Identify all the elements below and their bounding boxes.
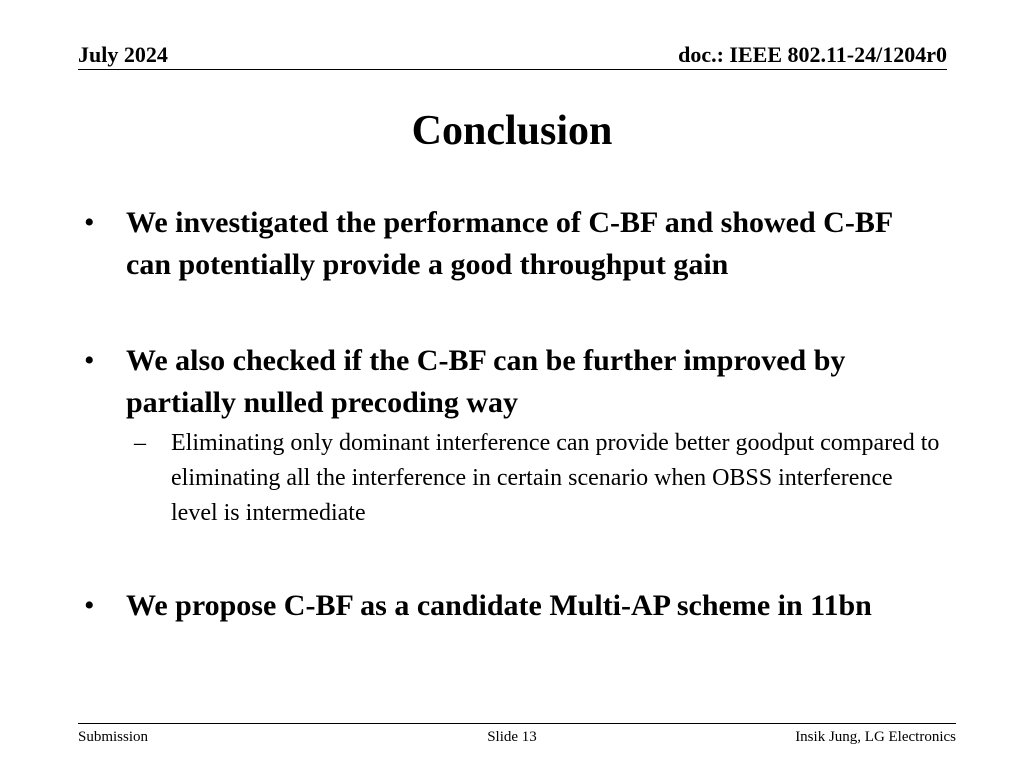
sub-bullet-text: Eliminating only dominant interference can provide better goodput compared to eliminating all the interference in certain scenario when OBSS interference level is intermediate [171, 430, 940, 526]
bullet-item [82, 202, 942, 286]
slide-body [82, 202, 942, 627]
sub-bullet-item [82, 426, 942, 531]
bullet-text: We also checked if the C-BF can be further improved by partially nulled precoding way [126, 344, 846, 419]
footer-slide-number: Slide 13 [487, 729, 537, 745]
header-divider [78, 69, 947, 70]
bullet-text: We propose C-BF as a candidate Multi-AP scheme in 11bn [126, 589, 872, 622]
header-doc-id: doc.: IEEE 802.11-24/1204r0 [678, 42, 947, 67]
footer-author: Insik Jung, LG Electronics [795, 729, 956, 745]
bullet-marker: • [84, 344, 95, 377]
slide-title: Conclusion [411, 108, 613, 154]
bullet-marker: • [84, 589, 95, 622]
bullet-text: We investigated the performance of C-BF and showed C-BF can potentially provide a good throughput gain [126, 206, 893, 281]
sub-bullet-marker: – [134, 430, 146, 456]
footer-divider [78, 723, 956, 724]
bullet-item [82, 585, 942, 627]
bullet-item [82, 340, 942, 424]
header-date: July 2024 [78, 42, 168, 67]
footer-submission: Submission [78, 729, 149, 745]
bullet-marker: • [84, 206, 95, 239]
